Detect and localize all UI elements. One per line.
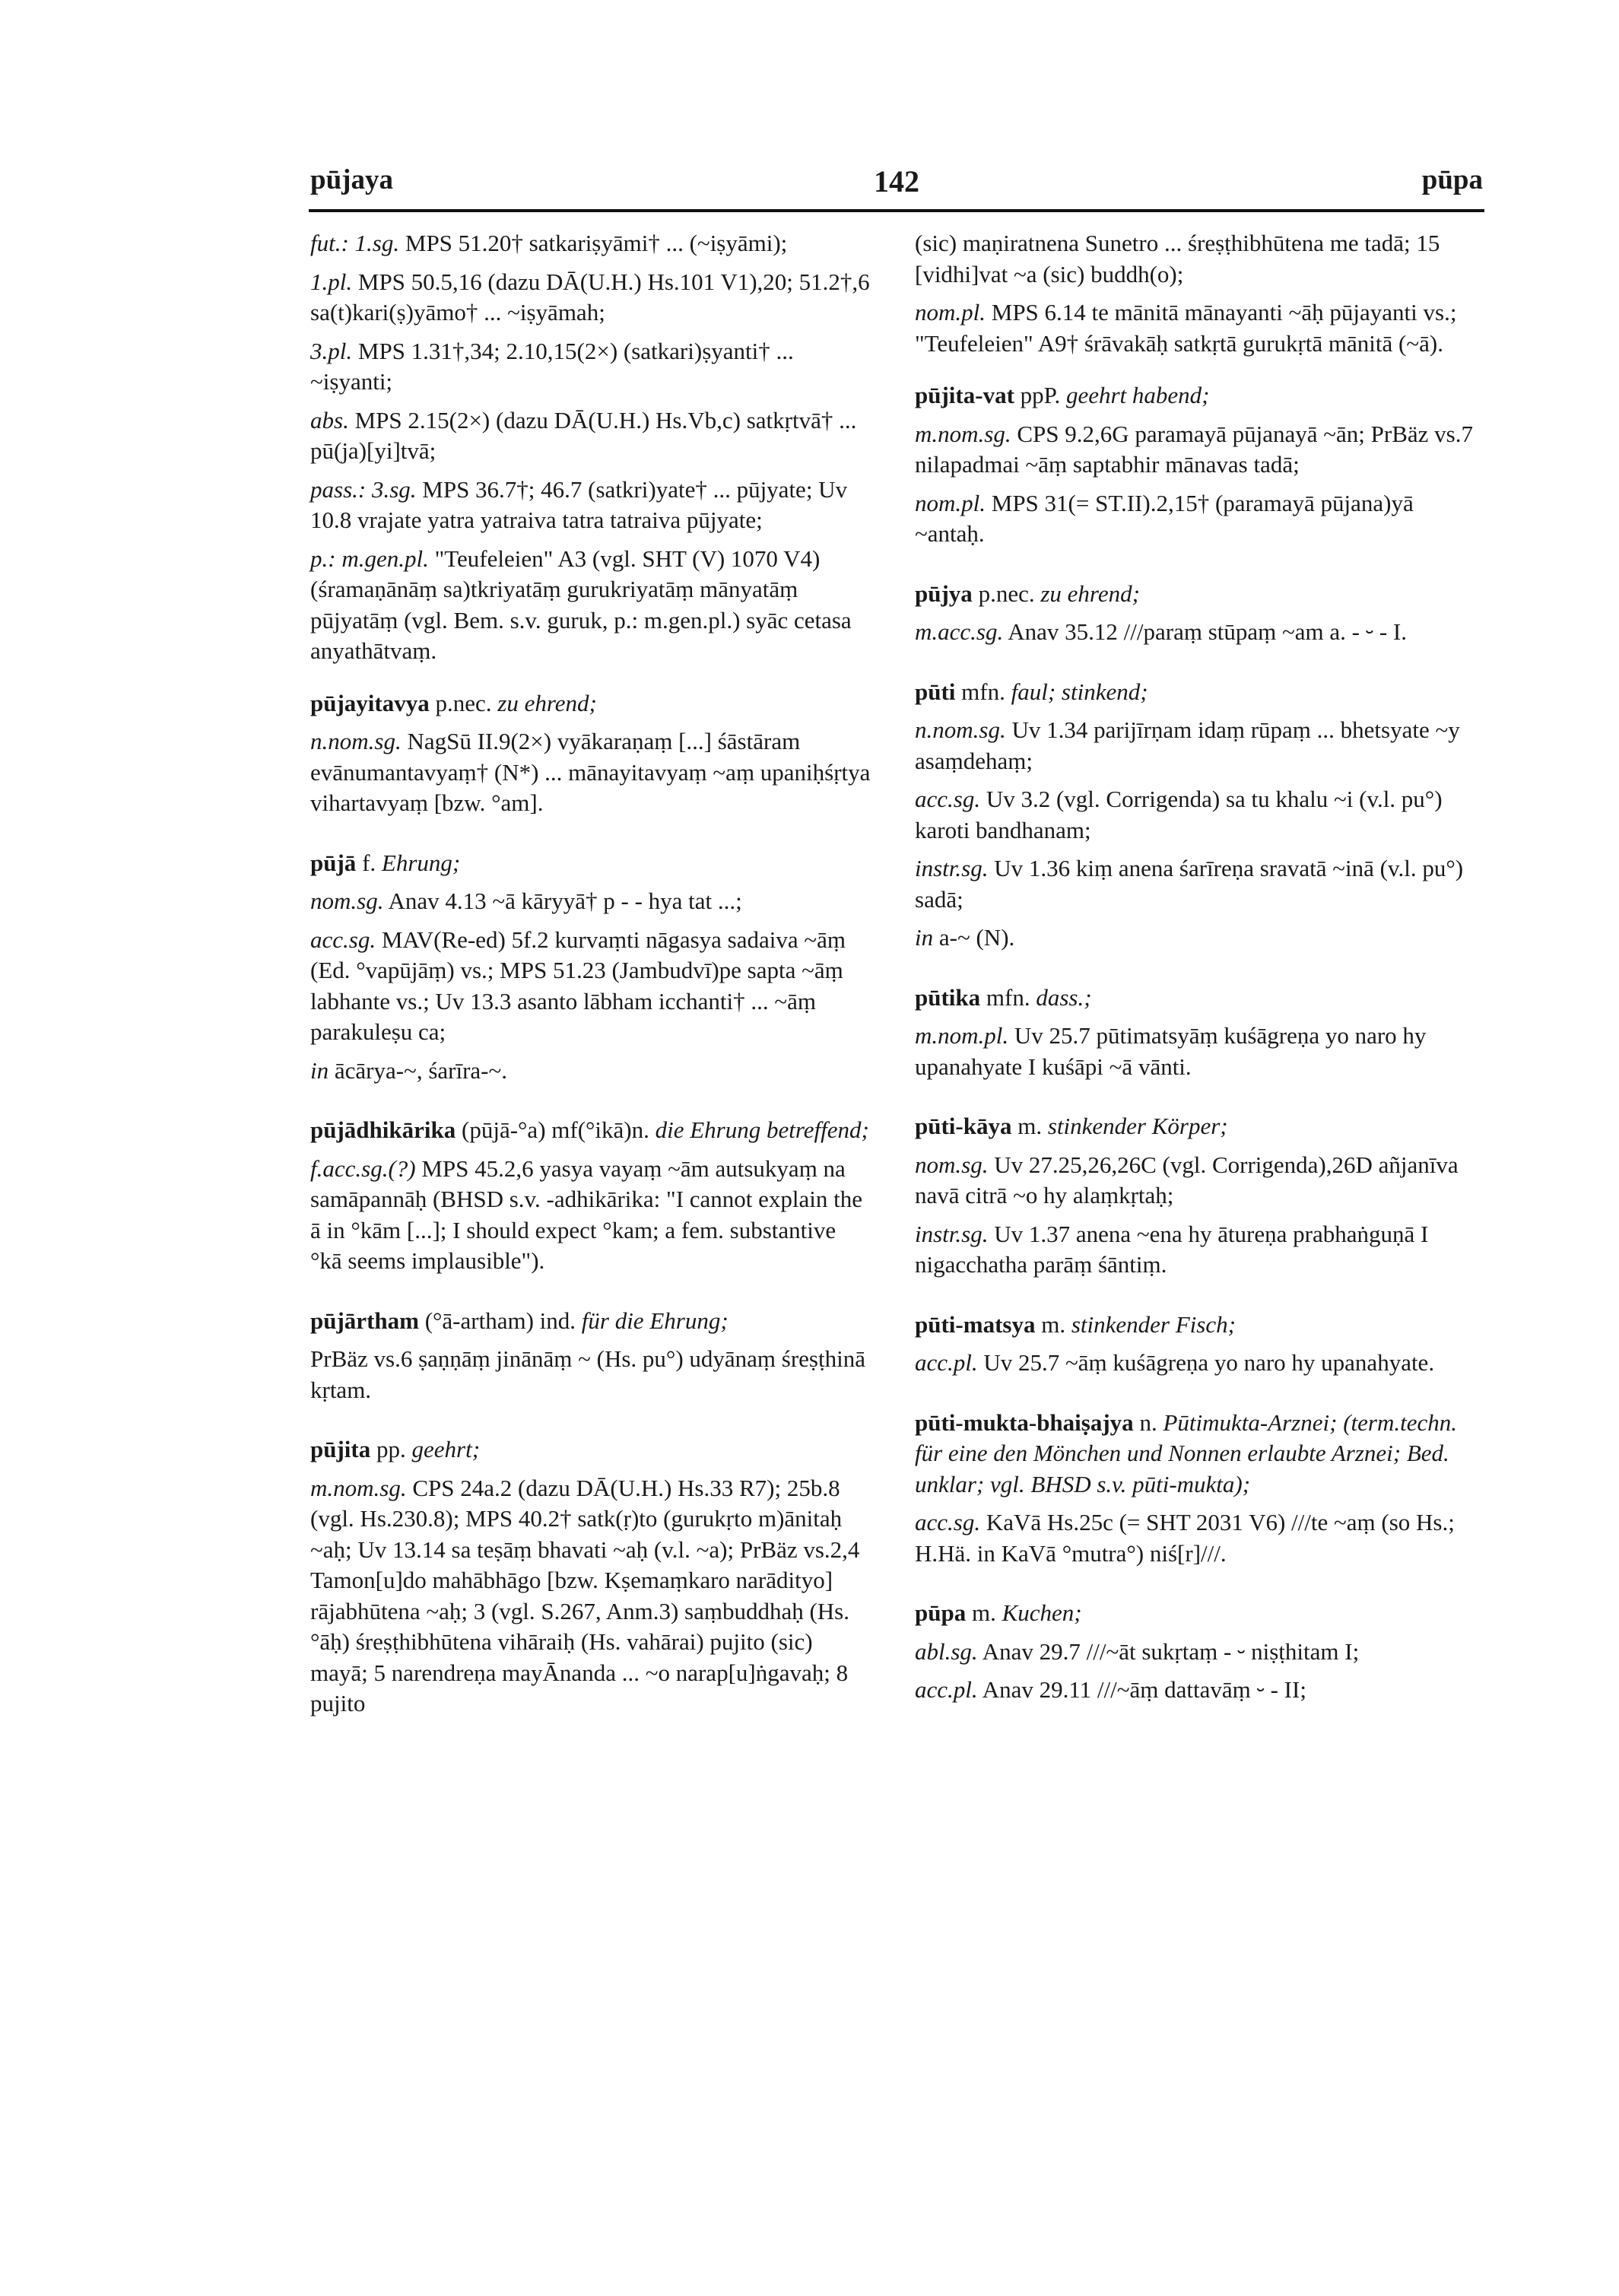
lemma-word: pūti-mukta-bhaiṣajya: [915, 1408, 1134, 1436]
grammar-label: abs.: [310, 406, 349, 433]
lemma-word: pūti-kāya: [915, 1113, 1012, 1139]
lemma-heading: [915, 579, 1484, 610]
lemma-heading: [310, 1115, 873, 1146]
citation-text: MPS 6.14 te mānitā mānayanti ~āḥ pūjayanti vs.; "Teufeleien" A9† śrāvakāḥ satkṛtā gurukṛtā mānitā (~ā).: [915, 299, 1457, 357]
lemma-heading: [310, 688, 873, 719]
lemma-gloss: faul; stinkend;: [1011, 678, 1148, 705]
lemma-gloss: dass.;: [1036, 983, 1092, 1011]
citation-entry: [915, 1637, 1484, 1668]
grammar-label: in: [915, 924, 934, 951]
citation-entry: [310, 886, 873, 917]
lemma-grammar: mfn.: [986, 983, 1030, 1011]
lemma-grammar: m.: [1017, 1113, 1043, 1139]
lemma-word: pūjā: [310, 849, 357, 876]
citation-entry: [310, 925, 873, 1048]
lemma-grammar: m.: [971, 1599, 996, 1626]
citation-text: Anav 29.11 ///~āṃ dattavāṃ ⏑ - II;: [982, 1676, 1306, 1703]
citation-entry: [310, 1056, 873, 1087]
citation-entry: [310, 726, 873, 819]
lemma-grammar: p.nec.: [978, 580, 1035, 607]
citation-text: Uv 27.25,26,26C (vgl. Corrigenda),26D añjanīva navā citrā ~o hy alaṃkṛtaḥ;: [915, 1151, 1459, 1208]
grammar-label: nom.pl.: [915, 299, 986, 326]
lemma-grammar: f.: [362, 849, 376, 876]
lemma-word: pūjādhikārika: [310, 1116, 456, 1143]
citation-entry: [915, 853, 1484, 915]
lemma-word: pūpa: [915, 1599, 967, 1626]
grammar-label: acc.sg.: [310, 926, 376, 953]
citation-entry: [915, 617, 1484, 648]
citation-text: MPS 45.2,6 yasya vayaṃ ~ām autsukyaṃ na samāpannāḥ (BHSD s.v. -adhikārika: "I cannot explain the ā in °kām [...]; I should expect °kam; a fem. substantive °kā seems implausible").: [310, 1154, 863, 1274]
citation-text: Uv 25.7 ~āṃ kuśāgreṇa yo naro hy upanahyate.: [983, 1349, 1435, 1376]
lemma-gloss: für die Ehrung;: [581, 1307, 729, 1334]
lemma-heading: [915, 983, 1484, 1014]
citation-entry: [310, 336, 873, 398]
citation-entry: [915, 715, 1484, 776]
header-rule: [309, 209, 1484, 212]
citation-entry: [310, 1344, 873, 1405]
grammar-label: acc.pl.: [915, 1676, 978, 1703]
citation-text: MPS 36.7†; 46.7 (satkri)yate† ... pūjyate; Uv 10.8 vrajate yatra yatraiva tatra tatraiva pūjyate;: [310, 475, 848, 533]
citation-text: Uv 3.2 (vgl. Corrigenda) sa tu khalu ~i (v.l. pu°) karoti bandhanam;: [915, 786, 1443, 843]
citation-text: a-~ (N).: [938, 924, 1015, 951]
lemma-grammar: ppP.: [1020, 382, 1061, 408]
lemma-grammar: (°ā-artham) ind.: [424, 1307, 576, 1334]
left-column: [310, 228, 873, 1727]
citation-entry: [915, 1150, 1484, 1212]
citation-text: Uv 1.34 parijīrṇam idaṃ rūpaṃ ... bhetsyate ~y asaṃdehaṃ;: [915, 716, 1460, 774]
citation-entry: [310, 475, 873, 536]
grammar-label: 3.pl.: [310, 337, 353, 364]
lemma-gloss: zu ehrend;: [1040, 580, 1140, 607]
right-column: [915, 228, 1484, 1713]
lemma-gloss: Pūtimukta-Arznei; (term.techn. für eine den Mönchen und Nonnen erlaubte Arznei; Bed. unklar; vgl. BHSD s.v. pūti-mukta);: [915, 1408, 1457, 1497]
citation-entry: [915, 923, 1484, 954]
lemma-grammar: p.nec.: [435, 689, 492, 716]
citation-entry: [915, 1507, 1484, 1569]
lemma-heading: [915, 1310, 1484, 1341]
lemma-heading: [310, 1434, 873, 1466]
citation-text: Uv 1.37 anena ~ena hy ātureṇa prabhaṅguṇā I nigacchatha parāṃ śāntiṃ.: [915, 1220, 1429, 1278]
citation-text: Uv 1.36 kiṃ anena śarīreṇa sravatā ~inā (v.l. pu°) sadā;: [915, 855, 1464, 913]
lemma-word: pūti-matsya: [915, 1310, 1036, 1338]
header-left-word: pūjaya: [310, 164, 393, 195]
lemma-word: pūjya: [915, 580, 973, 607]
citation-text: CPS 24a.2 (dazu DĀ(U.H.) Hs.33 R7); 25b.8 (vgl. Hs.230.8); MPS 40.2† satk(ṛ)to (gurukṛto m)ānitaḥ ~aḥ; Uv 13.14 sa teṣāṃ bhavati ~aḥ (v.l. ~a); PrBäz vs.2,4 Tamon[u]do mahābhāgo [bzw. Kṣemaṃkaro narādityo] rājabhūtena ~aḥ; 3 (vgl. S.267, Anm.3) saṃbuddhaḥ (Hs. °āḥ) śreṣṭhibhūtena vihāraiḥ (Hs. vahārai) pujito (sic) mayā; 5 narendreṇa mayĀnanda ... ~o narap[u]ṅgavaḥ; 8 pujito: [310, 1474, 860, 1716]
lemma-word: pūjita: [310, 1436, 371, 1462]
citation-text: Anav 4.13 ~ā kāryyā† p - - hya tat ...;: [388, 888, 742, 914]
citation-text: (sic) maṇiratnena Sunetro ... śreṣṭhibhūtena me tadā; 15 [vidhi]vat ~a (sic) buddh(o);: [915, 230, 1440, 287]
citation-text: MPS 50.5,16 (dazu DĀ(U.H.) Hs.101 V1),20; 51.2†,6 sa(t)kari(ṣ)yāmo† ... ~iṣyāmah;: [310, 268, 870, 326]
grammar-label: n.nom.sg.: [310, 728, 402, 754]
grammar-label: nom.pl.: [915, 489, 986, 516]
lemma-gloss: Kuchen;: [1002, 1599, 1082, 1626]
citation-entry: [915, 1219, 1484, 1281]
lemma-heading: [915, 677, 1484, 708]
lemma-grammar: pp.: [376, 1436, 406, 1462]
lemma-grammar: n.: [1139, 1408, 1157, 1436]
citation-entry: [915, 784, 1484, 846]
grammar-label: n.nom.sg.: [915, 716, 1006, 743]
grammar-label: nom.sg.: [915, 1151, 989, 1178]
citation-entry: [915, 297, 1484, 359]
citation-entry: [915, 228, 1484, 290]
grammar-label: f.acc.sg.(?): [310, 1154, 416, 1182]
citation-text: "Teufeleien" A3 (vgl. SHT (V) 1070 V4) (śramaṇānāṃ sa)tkriyatāṃ gurukriyatāṃ mānyatāṃ pūjyatāṃ (vgl. Bem. s.v. guruk, p.: m.gen.pl.) syāc cetasa anyathātvaṃ.: [310, 545, 852, 664]
lemma-gloss: geehrt;: [411, 1436, 481, 1462]
citation-text: Anav 35.12 ///paraṃ stūpaṃ ~am a. - ⏑ - I.: [1008, 618, 1407, 645]
grammar-label: acc.pl.: [915, 1349, 978, 1376]
lemma-word: pūjita-vat: [915, 382, 1014, 408]
citation-entry: [310, 1473, 873, 1720]
lemma-word: pūjārtham: [310, 1307, 419, 1334]
citation-text: KaVā Hs.25c (= SHT 2031 V6) ///te ~aṃ (so Hs.; H.Hä. in KaVā °mutra°) niś[r]///.: [915, 1509, 1455, 1567]
citation-text: Uv 25.7 pūtimatsyāṃ kuśāgreṇa yo naro hy upanahyate I kuśāpi ~ā vānti.: [915, 1022, 1427, 1080]
lemma-gloss: stinkender Körper;: [1047, 1113, 1228, 1139]
lemma-word: pūtika: [915, 983, 981, 1011]
grammar-label: in: [310, 1056, 329, 1084]
citation-text: MPS 51.20† satkariṣyāmi† ... (~iṣyāmi);: [405, 230, 788, 256]
citation-entry: [915, 419, 1484, 481]
grammar-label: p.: m.gen.pl.: [310, 545, 429, 572]
lemma-grammar: m.: [1041, 1310, 1066, 1338]
citation-entry: [915, 1021, 1484, 1082]
running-header: [310, 164, 1483, 209]
grammar-label: instr.sg.: [915, 855, 989, 881]
grammar-label: pass.: 3.sg.: [310, 475, 417, 503]
grammar-label: m.acc.sg.: [915, 618, 1004, 645]
lemma-gloss: geehrt habend;: [1065, 382, 1210, 408]
citation-text: PrBäz vs.6 ṣaṇṇāṃ jinānāṃ ~ (Hs. pu°) udyānaṃ śreṣṭhinā kṛtam.: [310, 1345, 865, 1403]
grammar-label: abl.sg.: [915, 1637, 978, 1665]
citation-text: ācārya-~, śarīra-~.: [334, 1056, 508, 1084]
grammar-label: fut.: 1.sg.: [310, 230, 400, 256]
grammar-label: m.nom.sg.: [915, 420, 1011, 447]
lemma-gloss: zu ehrend;: [497, 689, 597, 716]
lemma-word: pūti: [915, 678, 956, 705]
citation-entry: [310, 405, 873, 467]
lemma-heading: [310, 1306, 873, 1337]
grammar-label: acc.sg.: [915, 786, 981, 812]
citation-entry: [310, 544, 873, 667]
citation-entry: [310, 267, 873, 329]
citation-text: MPS 31(= ST.II).2,15† (paramayā pūjana)yā ~antaḥ.: [915, 489, 1414, 547]
lemma-grammar: mfn.: [961, 678, 1005, 705]
citation-entry: [310, 1154, 873, 1277]
grammar-label: 1.pl.: [310, 268, 353, 295]
grammar-label: acc.sg.: [915, 1509, 981, 1535]
citation-entry: [915, 1348, 1484, 1379]
lemma-heading: [915, 1408, 1484, 1500]
grammar-label: m.nom.pl.: [915, 1022, 1009, 1049]
lemma-gloss: die Ehrung betreffend;: [655, 1116, 869, 1143]
page-number: 142: [874, 164, 919, 198]
grammar-label: nom.sg.: [310, 888, 384, 914]
lemma-heading: [310, 848, 873, 879]
citation-entry: [915, 1675, 1484, 1706]
lemma-gloss: stinkender Fisch;: [1071, 1310, 1236, 1338]
lemma-grammar: (pūjā-°a) mf(°ikā)n.: [462, 1116, 649, 1143]
citation-text: CPS 9.2,6G paramayā pūjanayā ~ān; PrBäz vs.7 nilapadmai ~āṃ saptabhir mānavas tadā;: [915, 420, 1473, 478]
citation-text: MPS 2.15(2×) (dazu DĀ(U.H.) Hs.Vb,c) satkṛtvā† ... pū(ja)[yi]tvā;: [310, 406, 857, 464]
citation-text: MAV(Re-ed) 5f.2 kurvaṃti nāgasya sadaiva ~āṃ (Ed. °vapūjāṃ) vs.; MPS 51.23 (Jambudvī)pe sapta ~āṃ labhante vs.; Uv 13.3 asanto lābham icchanti† ... ~āṃ parakuleṣu ca;: [310, 926, 846, 1045]
citation-entry: [310, 228, 873, 259]
lemma-word: pūjayitavya: [310, 689, 430, 716]
lemma-gloss: Ehrung;: [381, 849, 461, 876]
grammar-label: instr.sg.: [915, 1220, 989, 1247]
citation-entry: [915, 488, 1484, 550]
lemma-heading: [915, 380, 1484, 411]
header-right-word: pūpa: [1421, 164, 1483, 195]
citation-text: NagSū II.9(2×) vyākaraṇaṃ [...] śāstāram evānumantavyaṃ† (N*) ... mānayitavyaṃ ~aṃ upaniḥśṛtya vihartavyaṃ [bzw. °am].: [310, 728, 871, 816]
citation-text: Anav 29.7 ///~āt sukṛtaṃ - ⏑ niṣṭhitam I;: [982, 1637, 1360, 1665]
grammar-label: m.nom.sg.: [310, 1474, 407, 1501]
lemma-heading: [915, 1598, 1484, 1629]
citation-text: MPS 1.31†,34; 2.10,15(2×) (satkari)ṣyanti† ... ~iṣyanti;: [310, 337, 794, 395]
lemma-heading: [915, 1111, 1484, 1142]
